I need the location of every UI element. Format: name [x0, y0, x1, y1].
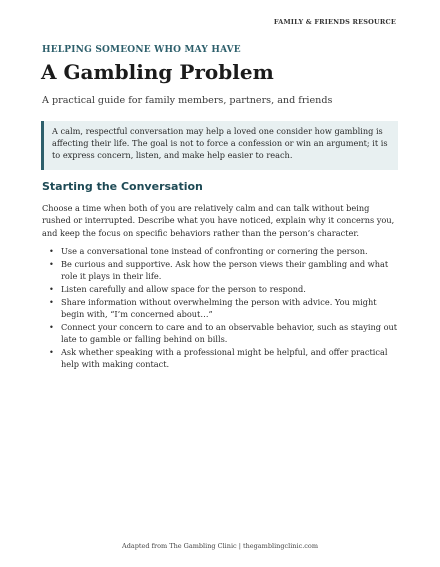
header-tag: FAMILY & FRIENDS RESOURCE [273, 18, 396, 26]
page-title: A Gambling Problem [41, 60, 274, 84]
list-item: • Share information without overwhelming the person with advice. You might begin with, “I’m concerned about…” [42, 296, 398, 320]
bullet-list [42, 245, 398, 371]
list-item: • Be curious and supportive. Ask how the person views their gambling and what role it plays in their life. [42, 258, 398, 282]
eyebrow-heading: HELPING SOMEONE WHO MAY HAVE [42, 45, 241, 55]
list-item: • Use a conversational tone instead of confronting or cornering the person. [42, 245, 398, 257]
list-item: • Ask whether speaking with a professional might be helpful, and offer practical help with making contact. [42, 346, 398, 370]
list-item: • Connect your concern to care and to an observable behavior, such as staying out late to gamble or falling behind on bills. [42, 321, 398, 345]
page-subtitle: A practical guide for family members, partners, and friends [42, 95, 333, 106]
footer-credit: Adapted from The Gambling Clinic | thegamblingclinic.com [122, 542, 318, 550]
callout-box [41, 121, 398, 170]
section-heading: Starting the Conversation [42, 180, 203, 193]
section-intro: Choose a time when both of you are relatively calm and can talk without being rushed or interrupted. Describe what you have noticed, explain why it concerns you, and keep the focus on specific behaviors rather than the person’s character. [42, 203, 395, 238]
list-item: • Listen carefully and allow space for the person to respond. [42, 283, 398, 295]
callout-text: A calm, respectful conversation may help a loved one consider how gambling is affecting their life. The goal is not to force a confession or win an argument; it is to express concern, listen, and make help easier to reach. [52, 126, 388, 161]
